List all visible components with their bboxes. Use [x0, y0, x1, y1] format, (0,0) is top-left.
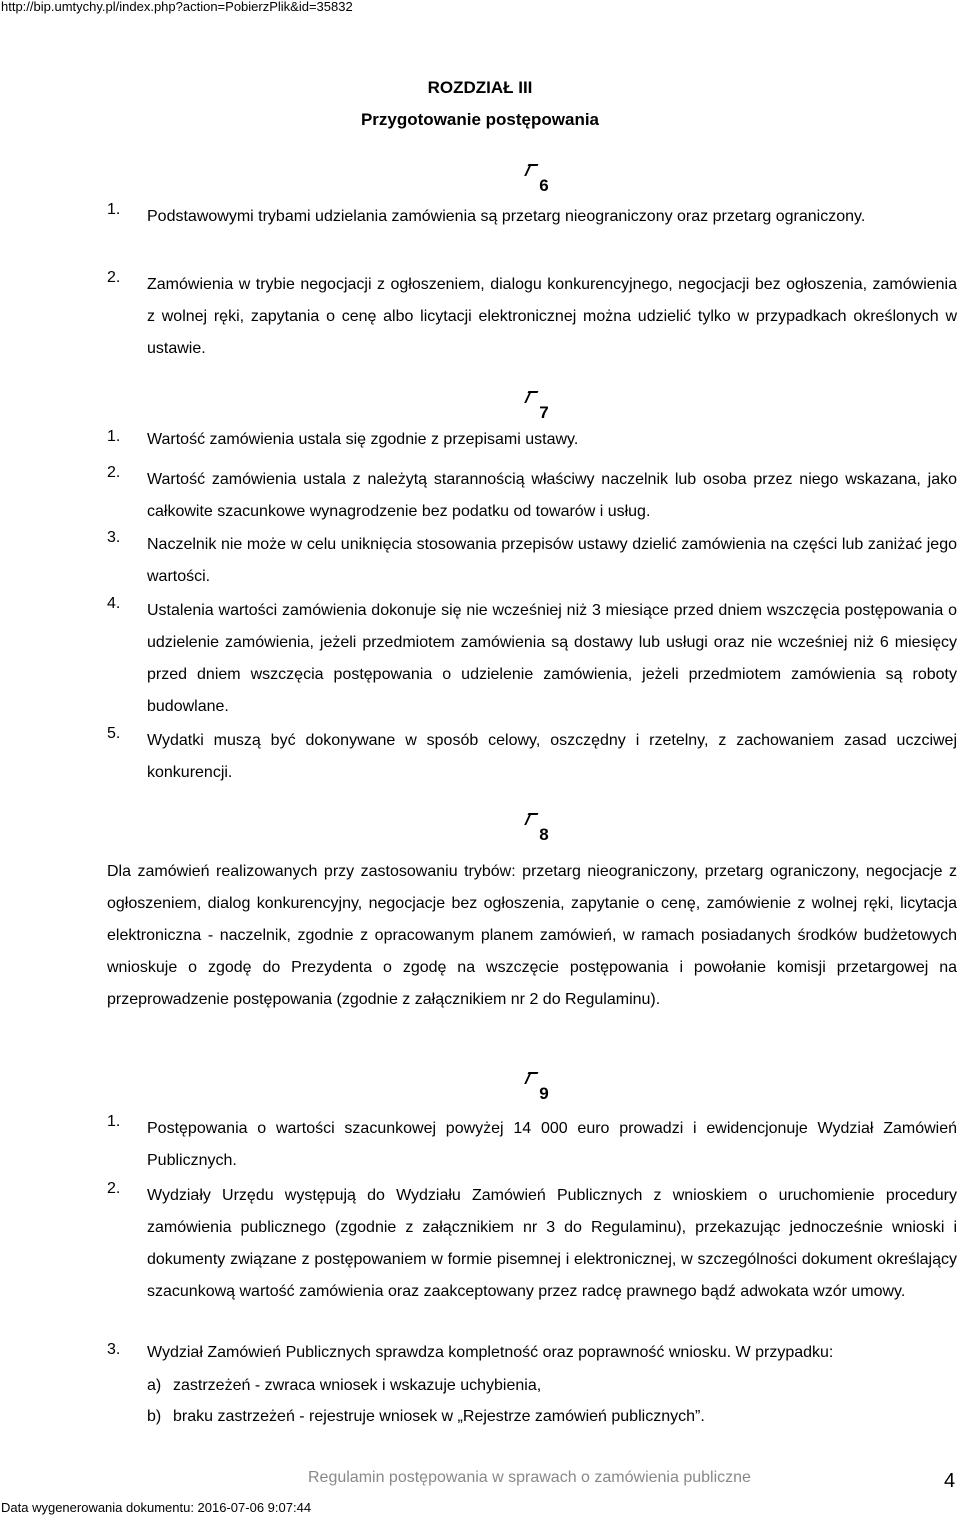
section-number: 7	[539, 403, 549, 422]
section-number: 6	[539, 176, 549, 195]
section-9-subitem-a	[147, 1374, 957, 1398]
item-number: 1.	[107, 428, 121, 445]
subitem-label: b)	[147, 1408, 162, 1425]
subitem-label: a)	[147, 1377, 162, 1394]
item-text: Wartość zamówienia ustala się zgodnie z przepisami ustawy.	[147, 431, 579, 448]
footer-title: Regulamin postępowania w sprawach o zamówienia publiczne	[308, 1469, 751, 1486]
section-6-heading	[0, 176, 960, 196]
item-text: Wydział Zamówień Publicznych sprawdza kompletność oraz poprawność wniosku. W przypadku:	[147, 1344, 834, 1361]
section-7-item-4	[107, 595, 957, 723]
chapter-title: ROZDZIAŁ III	[427, 78, 533, 97]
item-number: 3.	[107, 529, 121, 546]
item-number: 1.	[107, 201, 121, 218]
section-sign-icon	[529, 176, 539, 186]
subitem-text: zastrzeżeń - zwraca wniosek i wskazuje uchybienia,	[173, 1377, 542, 1394]
item-text: Wydatki muszą być dokonywane w sposób celowy, oszczędny i rzetelny, z zachowaniem zasad uczciwej konkurencji.	[147, 732, 957, 781]
item-number: 2.	[107, 1180, 121, 1197]
section-7-item-1	[107, 428, 957, 452]
item-text: Postępowania o wartości szacunkowej powyżej 14 000 euro prowadzi i ewidencjonuje Wydział Zamówień Publicznych.	[147, 1120, 957, 1169]
item-text: Ustalenia wartości zamówienia dokonuje się nie wcześniej niż 3 miesiące przed dniem wszczęcia postępowania o udzielenie zamówienia, jeżeli przedmiotem zamówienia są dostawy lub usługi oraz nie wcześniej niż 6 miesięcy przed dniem wszczęcia postępowania o udzielenie zamówienia, jeżeli przedmiotem zamówienia są roboty budowlane.	[147, 602, 957, 715]
section-7-item-5	[107, 725, 957, 789]
item-number: 3.	[107, 1341, 121, 1358]
section-7-heading	[0, 403, 960, 423]
section-9-item-3	[107, 1341, 957, 1365]
item-number: 2.	[107, 464, 121, 481]
section-number: 8	[539, 825, 549, 844]
item-number: 2.	[107, 269, 121, 286]
page-number: 4	[944, 1470, 956, 1492]
chapter-subtitle: Przygotowanie postępowania	[360, 110, 600, 129]
item-text: Wydziały Urzędu występują do Wydziału Zamówień Publicznych z wnioskiem o uruchomienie procedury zamówienia publicznego (zgodnie z załącznikiem nr 3 do Regulaminu), przekazując jednocześnie wnioski i dokumenty związane z postępowaniem w formie pisemnej i elektronicznej, w szczególności dokument określający szacunkową wartość zamówienia oraz zaakceptowany przez radcę prawnego bądź adwokata wzór umowy.	[147, 1187, 957, 1300]
section-7-item-2	[107, 464, 957, 528]
section-6-item-2	[107, 269, 957, 365]
section-7-item-3	[107, 529, 957, 593]
subitem-text: braku zastrzeżeń - rejestruje wniosek w „Rejestrze zamówień publicznych”.	[173, 1408, 705, 1425]
item-number: 4.	[107, 595, 121, 612]
item-text: Zamówienia w trybie negocjacji z ogłoszeniem, dialogu konkurencyjnego, negocjacji bez ogłoszenia, zamówienia z wolnej ręki, zapytania o cenę albo licytacji elektronicznej można udzielić tylko w przypadkach określonych w ustawie.	[147, 276, 957, 357]
section-9-heading	[0, 1084, 960, 1104]
item-text: Naczelnik nie może w celu uniknięcia stosowania przepisów ustawy dzielić zamówienia na części lub zaniżać jego wartości.	[147, 536, 957, 585]
section-9-item-1	[107, 1113, 957, 1177]
item-text: Wartość zamówienia ustala z należytą starannością właściwy naczelnik lub osoba przez niego wskazana, jako całkowite szacunkowe wynagrodzenie bez podatku od towarów i usług.	[147, 471, 957, 520]
item-number: 5.	[107, 725, 121, 742]
section-sign-icon	[529, 1084, 539, 1094]
section-9-item-2	[107, 1180, 957, 1308]
section-sign-icon	[529, 403, 539, 413]
section-6-item-1	[107, 201, 957, 233]
section-9-subitem-b	[147, 1405, 957, 1429]
section-number: 9	[539, 1084, 549, 1103]
source-url: http://bip.umtychy.pl/index.php?action=PobierzPlik&id=35832	[1, 0, 353, 14]
section-8-text: Dla zamówień realizowanych przy zastosowaniu trybów: przetarg nieograniczony, przetarg ograniczony, negocjacje z ogłoszeniem, dialog konkurencyjny, negocjacje bez ogłoszenia, zapytanie o cenę, zamówienie z wolnej ręki, licytacja elektroniczna - naczelnik, zgodnie z opracowanym planem zamówień, w ramach posiadanych środków budżetowych wnioskuje o zgodę do Prezydenta o zgodę na wszczęcie postępowania i powołanie komisji przetargowej na przeprowadzenie postępowania (zgodnie z załącznikiem nr 2 do Regulaminu).	[107, 863, 957, 1008]
item-number: 1.	[107, 1113, 121, 1130]
generation-date: Data wygenerowania dokumentu: 2016-07-06 9:07:44	[1, 1500, 312, 1515]
section-sign-icon	[529, 825, 539, 835]
item-text: Podstawowymi trybami udzielania zamówienia są przetarg nieograniczony oraz przetarg ograniczony.	[147, 208, 866, 225]
section-8-heading	[0, 825, 960, 845]
